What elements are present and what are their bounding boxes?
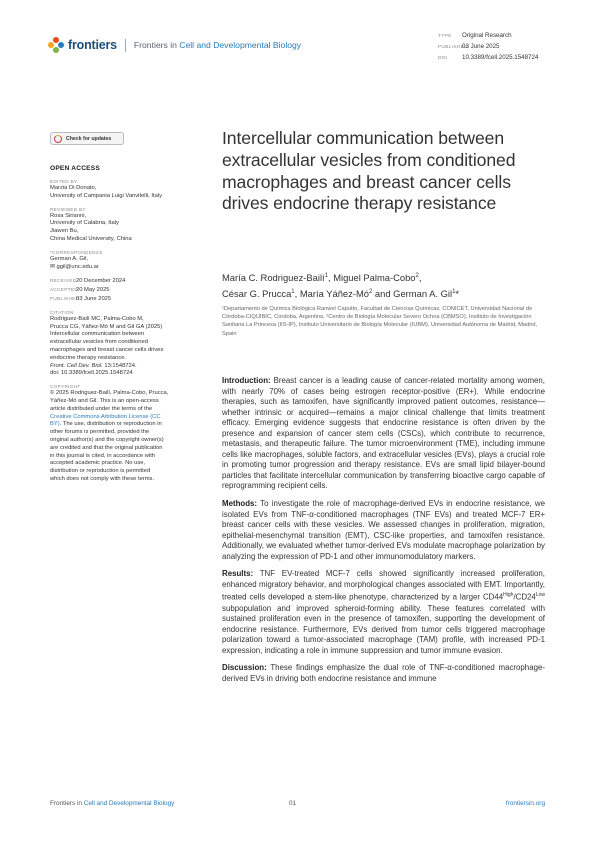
author-name[interactable]: , María Yáñez-Mó (294, 288, 369, 300)
abstract-results: Results: TNF EV-treated MCF-7 cells showed significantly increased proliferation, enhanced migratory behavior, and morphological changes associated with EMT. Importantly, treated cells developed a stem-like phenotype, characterized by a larger $CD44^{High}/CD24^{Low}$ subpopulation and improved spheroid-forming ability. These features correlated with sustained proliferation even in the presence of tamoxifen, supporting the development of endocrine resistance. Furthermore, EVs derived from tumor cells triggered macrophage polarization toward a tumor-associated macrophage (TAM) profile, with increased PD-1 expression, indicating a role in immune suppression and tumor immune evasion. (222, 569, 545, 655)
reviewer-name: Rosa Sirianni, (50, 212, 87, 219)
copyright-line: are credited and that the original publication (50, 444, 163, 451)
reviewer-name: Jiawen Bu, (50, 228, 79, 235)
correspondence-name: German A. Gil, (50, 255, 89, 262)
published-row: PUBLISHED03 June 2025 (50, 295, 112, 302)
article-type: Original Research (462, 32, 512, 39)
affiliations: ¹Departamento de Química Biológica Ranwel Caputto, Facultad de Ciencias Químicas, CONICET, Universidad Nacional de Córdoba-CIQUIBIC, Córdoba, Argentina, ²Centro de Biología Molecular Severo Ochoa (CBMSO), Instituto de Investigación Sanitaria La Princesa (IIS-IP), Instituto Universitario de Biología Molecular (IUBM), Universidad Autónoma de Madrid, Madrid, Spain (222, 306, 538, 337)
reviewer-affiliation: University of Calabria, Italy (50, 220, 119, 227)
author-list: María C. Rodriguez-Bailí$^1$, Miguel Palma-Cobo$^2$, César G. Prucca$^1$, María Yáñez-$Mó^2$ and German A. Gil$^1$* (222, 272, 460, 300)
editor-affiliation: University of Campania Luigi Vanvitelli, Italy (50, 192, 163, 199)
copyright-line: distribution or reproduction is permitted (50, 468, 151, 475)
copyright-line: © 2025 Rodriguez-Bailí, Palma-Cobo, Prucca, (50, 390, 169, 397)
author-name[interactable]: César G. Prucca (222, 288, 292, 300)
author-name[interactable]: and German A. Gil (372, 288, 453, 300)
citation-doi[interactable]: doi: 10.3389/fcell.2025.1548724 (50, 370, 133, 377)
frontiers-logo[interactable] (48, 37, 301, 53)
copyright-line: accepted academic practice. No use, (50, 460, 146, 467)
citation-line: endocrine therapy resistance. (50, 354, 127, 361)
doi[interactable]: 10.3389/fcell.2025.1548724 (462, 53, 539, 61)
citation-line: Rodriguez-Bailí MC, Palma-Cobo M, (50, 315, 144, 322)
cc-by-license-link[interactable]: Creative Commons Attribution License (CC (50, 413, 161, 420)
copyright-line: article distributed under the terms of the (50, 405, 153, 412)
copyright-line: original author(s) and the copyright owner(s) (50, 436, 164, 443)
abstract-discussion: Discussion: These findings emphasize the dual role of TNF-α-conditioned macrophage-derived EVs in driving both endocrine resistance and immune (222, 663, 545, 683)
copyright-line: other forums is permitted, provided the (50, 429, 150, 436)
citation-line: Prucca CG, Yáñez-Mó M and Gil GA (2025) (50, 323, 163, 330)
footer-journal[interactable]: Frontiers in Cell and Developmental Biology (50, 800, 175, 807)
edited-by-label: EDITED BY (50, 179, 78, 184)
citation-line: macrophages and breast cancer cells drives (50, 346, 164, 353)
journal-name[interactable]: Frontiers in Cell and Developmental Biology (133, 40, 302, 50)
copyright-line: which does not comply with these terms. (50, 475, 155, 482)
citation-line: extracellular vesicles from conditioned (50, 339, 148, 346)
correspondence-label: *CORRESPONDENCE (50, 249, 103, 255)
article-info-sidebar (50, 165, 202, 484)
article-title: Intercellular communication between extracellular vesicles from conditioned macrophages and breast cancer cells drives endocrine therapy resistance (222, 128, 516, 214)
correspondence-email[interactable]: ✉ ggil@unc.edu.ar (50, 263, 99, 270)
citation-line: Intercellular communication between (50, 331, 145, 338)
copyright-label: COPYRIGHT (50, 384, 81, 390)
editor-name: Marzia Di Donato, (50, 185, 97, 191)
accepted-row: ACCEPTED20 May 2025 (50, 287, 110, 294)
check-updates-icon (54, 135, 62, 143)
article-meta: TYPE Original Research PUBLISHED03 June 2025 DOI 10.3389/fcell.2025.1548724 (438, 32, 539, 61)
published-date: 03 June 2025 (462, 42, 500, 50)
cc-by-license-link-end[interactable]: BY) (50, 421, 60, 428)
page-number: 01 (289, 800, 297, 807)
author-name[interactable]: , Miguel Palma-Cobo (327, 272, 416, 284)
check-for-updates-button[interactable] (50, 132, 124, 145)
logo-wordmark: frontiers (68, 38, 117, 52)
footer-site-link[interactable]: frontiersin.org (505, 800, 545, 807)
copyright-line: BY). The use, distribution or reproduction in (50, 421, 162, 428)
author-name[interactable]: María C. Rodriguez-Bailí (222, 272, 325, 284)
citation-label: CITATION (50, 309, 74, 315)
copyright-line: Yáñez-Mó and Gil. This is an open-access (50, 397, 159, 404)
abstract-introduction: Introduction: Breast cancer is a leading cause of cancer-related mortality among women, with nearly 70% of cases being estrogen receptor-positive (ER+). While endocrine therapies, such as tamoxifen, have significantly improved patient outcomes, resistance—whether intrinsic or acquired—remains a major clinical challenge that limits treatment efficacy. Emerging evidence suggests that endocrine resistance is often driven by the presence and expansion of cancer stem cells (CSCs), which contribute to recurrence, metastasis, and therapeutic failure. The tumor microenvironment (TME), including immune cells like macrophages, soluble factors, and extracellular vesicles (EVs), plays a crucial role in promoting tumor progression and therapy resistance. EVs are small lipid bilayer-bound particles that facilitate intercellular communication by transferring bioactive cargo capable of reprogramming recipient cells. (222, 376, 545, 491)
received-row: RECEIVED20 December 2024 (50, 278, 126, 285)
header-divider (125, 39, 126, 52)
citation-journal-line: Front. Cell Dev. Biol. 13:1548724. (50, 362, 137, 369)
abstract (222, 376, 545, 691)
reviewed-by-label: REVIEWED BY (50, 206, 86, 212)
frontiers-logo-icon (48, 37, 64, 53)
reviewer-affiliation: China Medical University, China (50, 235, 132, 242)
check-updates-label: Check for updates (66, 135, 112, 142)
abstract-methods: Methods: To investigate the role of macrophage-derived EVs in endocrine resistance, we isolated EVs from TNF-α-conditioned macrophages (TNF EVs) and treated MCF-7 ER+ breast cancer cells with these vesicles. We assessed changes in proliferation, migration, epithelial-mesenchymal transition (EMT), CSC-like properties, and tamoxifen resistance. Additionally, we evaluated whether tumor-derived EVs modulate macrophage polarization by analyzing the expression of PD-1 and other immunomodulatory markers. (222, 499, 545, 561)
copyright-line: in this journal is cited, in accordance with (50, 452, 156, 459)
open-access-label: OPEN ACCESS (50, 165, 100, 172)
